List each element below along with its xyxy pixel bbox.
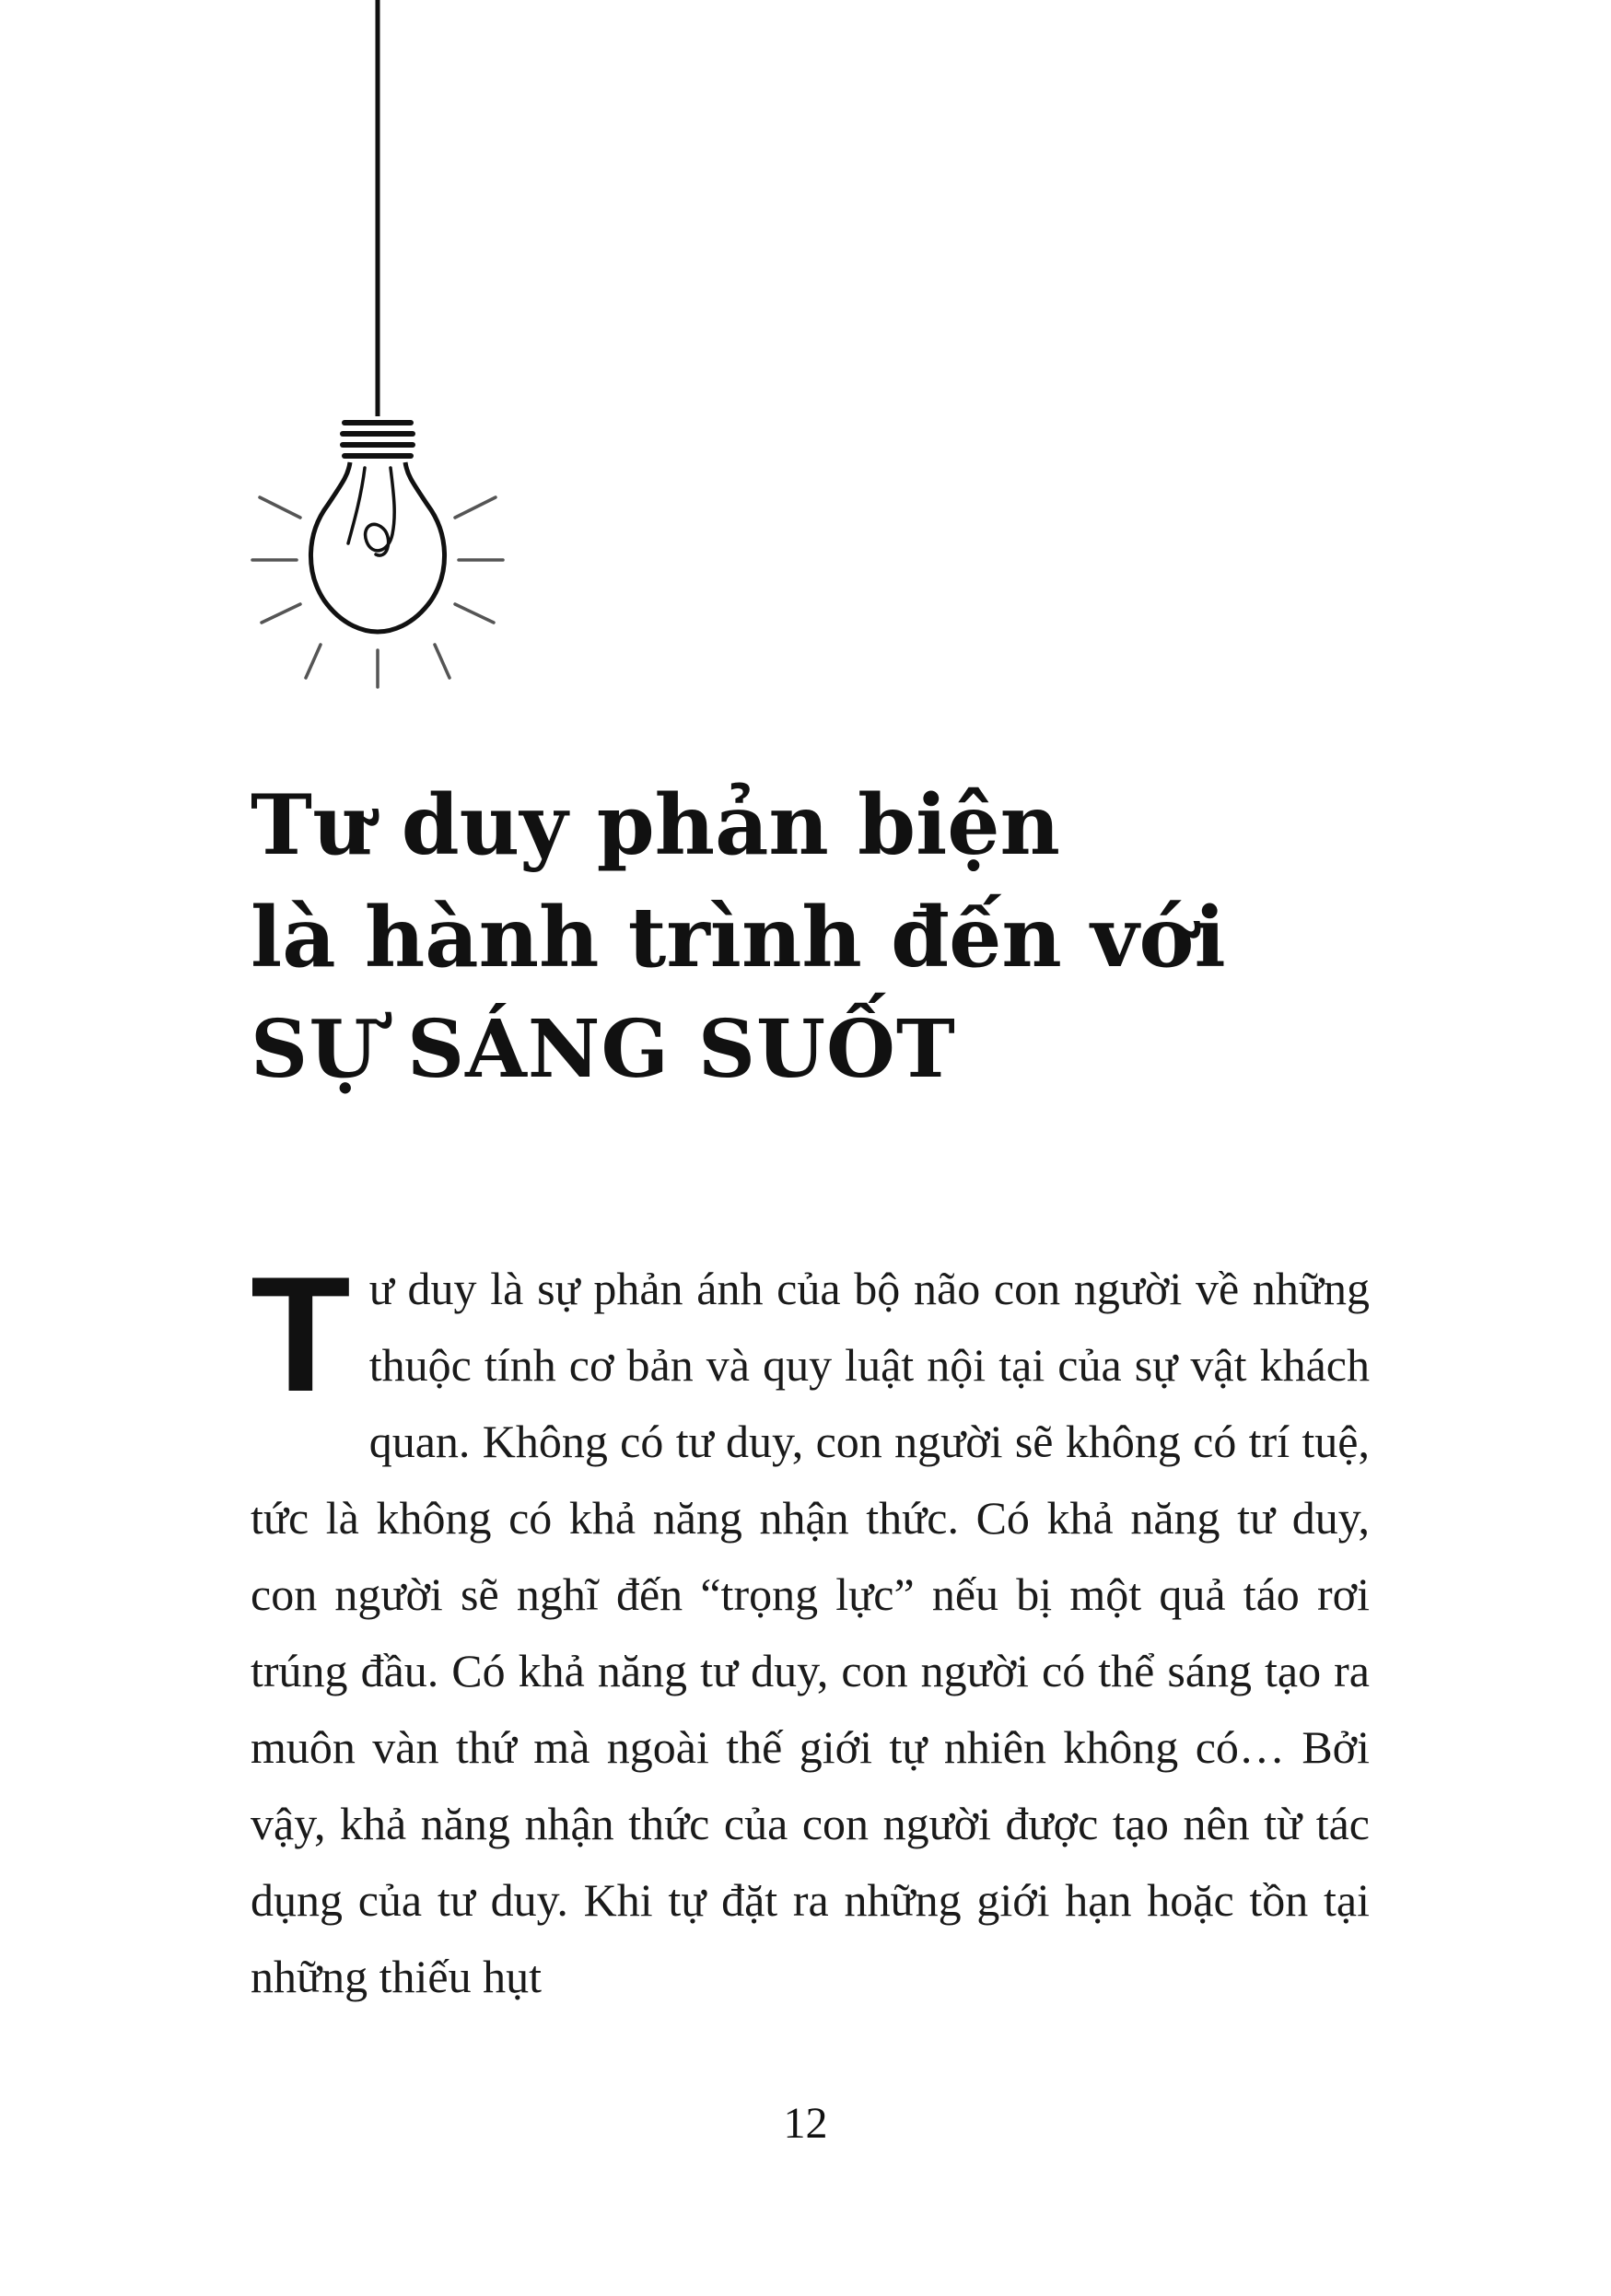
heading-line-1: Tư duy phản biện bbox=[251, 776, 1060, 874]
heading-line-3: SỰ SÁNG SUỐT bbox=[251, 1003, 956, 1096]
page-number: 12 bbox=[783, 2099, 828, 2148]
drop-cap: T bbox=[251, 1242, 351, 1426]
chapter-heading bbox=[251, 769, 1402, 1106]
bulb-filament bbox=[348, 468, 394, 555]
bulb-base bbox=[343, 423, 413, 456]
body-paragraph bbox=[251, 1242, 1370, 2015]
body-paragraph-text: ư duy là sự phản ánh của bộ não con người về những thuộc tính cơ bản và quy luật nội tại của sự vật khách quan. Không có tư duy, con người sẽ không có trí tuệ, tức là không có khả năng nhận thức. Có khả năng tư duy, con người sẽ nghĩ đến “trọng lực” nếu bị một quả táo rơi trúng đầu. Có khả năng tư duy, con người có thể sáng tạo ra muôn vàn thứ mà ngoài thế giới tự nhiên không có… Bởi vậy, khả năng nhận thức của con người được tạo nên từ tác dụng của tư duy. Khi tự đặt ra những giới hạn hoặc tồn tại những thiếu hụt bbox=[251, 1263, 1370, 2002]
heading-line-2: là hành trình đến với bbox=[251, 889, 1226, 986]
bulb-glass bbox=[310, 462, 444, 632]
hanging-lightbulb-icon bbox=[239, 0, 516, 718]
